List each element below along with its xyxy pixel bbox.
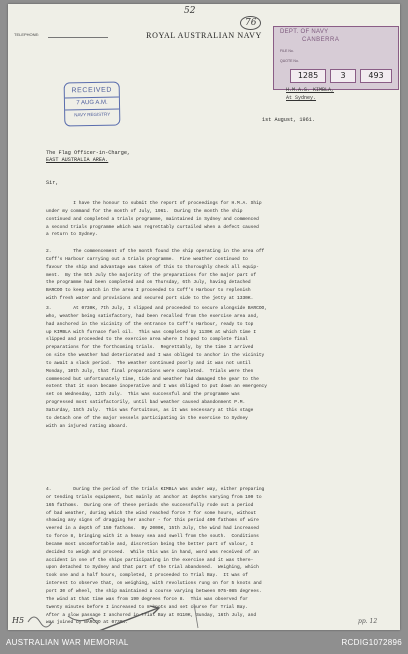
telephone-label: TELEPHONE: <box>14 32 40 37</box>
pencil-arrow-stroke <box>86 608 158 630</box>
stamp-file-label: FILE No. <box>280 49 294 53</box>
received-stamp-date: 7 AUG A.M. <box>65 97 119 107</box>
paragraph-2: 2. The commencement of the month found the ship operating in the area off Coff's Harbour carrying out a trials programme. Fine weather continued to favour the ship and advantage was taken of this to thoroughly check all equip- ment. By the 5th July the majority of the preparations for the major part of the programme had been completed and on Thursday, 6th July, having detached BARCOO to keep watch in the area I proceeded to Coff's Harbour to replenish with fresh water and provisions and secured port side to the jetty at 1330K. <box>46 249 265 302</box>
address-line2: At Sydney. <box>286 95 317 101</box>
salutation: Sir, <box>46 180 59 186</box>
stamp-box-2: 3 <box>330 69 356 83</box>
letter-date: 1st August, 1961. <box>262 117 315 123</box>
recipient-line1: The Flag Officer-in-Charge, <box>46 150 131 156</box>
handwritten-corner-note: pp. 12 <box>358 618 378 625</box>
recipient-block <box>46 150 130 164</box>
received-stamp <box>64 82 121 127</box>
document-page <box>8 4 400 630</box>
paragraph-1: I have the honour to submit the report of proceedings for H.M.A. Ship under my command for the month of July, 1961. During the month the ship continued and completed a trials programme, maintained in Sydney and commenced a second trials programme which was regrettably curtailed when a defect caused a return to Sydney. <box>46 201 262 238</box>
recipient-line2: EAST AUSTRALIA AREA. <box>46 157 109 163</box>
letterhead-title: ROYAL AUSTRALIAN NAVY <box>146 31 262 40</box>
sender-address <box>286 86 334 102</box>
handwritten-initials: H5 <box>12 616 25 625</box>
pencil-margin-line <box>194 604 198 628</box>
stamp-box-3: 493 <box>360 69 392 83</box>
stamp-title-line1: DEPT. OF NAVY <box>280 29 329 35</box>
paragraph-4: 4. During the period of the trials KIMBLA was under way, either preparing or tending trials equipment, but mainly at anchor at depths varying from 100 to 165 fathoms. During one of these periods she successfully rode out a period of bad weather, during which the wind reached force 7 for some hours, without showing any signs of dragging her anchor - for this period 400 fathoms of wire veered in a depth of 150 fathoms. By 2000K, 15th July, the wind had increased to force 8, bringing with it a heavy sea and swell from the south. Conditions became most uncomfortable and, discretion being the better part of valour, I decided to weigh and proceed. While this was in hand, word was received of an accident in one of the ships participating in the exercise and it was there- upon detached to Sydney and that part of the trial abandoned. Weighing, which took one and a half hours, completed, I proceeded to Trial Bay. It was of interest to observe that, on weighing, with revolutions rung on for 5 knots and port 30 of wheel, the ship maintained a course varying between 075-085 degrees. The wind at that time was from 190 degrees force 8. This was observed for twenty minutes before I increased to 8 knots and set course for Trial Bay. After a slow passage I anchored in Trial Bay at 0110K, Sunday, 16th July, and was joined by BARCOO at 0730K. <box>46 487 265 626</box>
archive-footer <box>0 632 408 654</box>
handwritten-circled-number: 76 <box>240 16 261 30</box>
stamp-quote-label: QUOTE No. <box>280 59 299 63</box>
received-stamp-registry: NAVY REGISTRY <box>65 109 119 118</box>
registry-stamp <box>273 26 399 90</box>
address-line1: H.M.A.S. KIMBLA, <box>286 87 335 93</box>
stamp-title-line2: CANBERRA <box>302 37 340 43</box>
pencil-scribble <box>28 616 98 627</box>
paragraph-3: 3. At 0730K, 7th July, I slipped and proceeded to secure alongside BARCOO, who, weather being satisfactory, had been recalled from the exercise area and, had anchored in the vicinity of the entrance to Coff's Harbour, ready to top up KIMBLA with furnace fuel oil. This was completed by 1130K at which time I slipped and proceeded to the exercise area where I hoped to complete final preparations for the forthcoming trials. Regrettably, by the time I arrived on site the weather had deteriorated and I was obliged to anchor in the vicinity to await a slack period. The weather continued poorly and it was not until Monday, 10th July, that final preparations were completed. Trials were then commenced but unfortunately time, tide and weather had damaged the gear to the extent that it soon became inoperative and I was obliged to put down an emergency set on Wednesday, 12th July. This was successful and the programme was progressed most satisfactorily, until bad weather caused abandonment P.M. Saturday, 15th July. This was fortuitous, as it was necessary at this stage to detach one of the major vessels participating in the exercise to Sydney with an injured rating aboard. <box>46 306 268 429</box>
handwritten-page-number: 52 <box>184 6 196 16</box>
pencil-annotations <box>8 524 400 630</box>
footer-record-id: RCDIG1072896 <box>341 638 402 647</box>
footer-institution: AUSTRALIAN WAR MEMORIAL <box>6 638 129 647</box>
received-stamp-label: RECEIVED <box>71 86 113 95</box>
stamp-box-1: 1285 <box>290 69 326 83</box>
